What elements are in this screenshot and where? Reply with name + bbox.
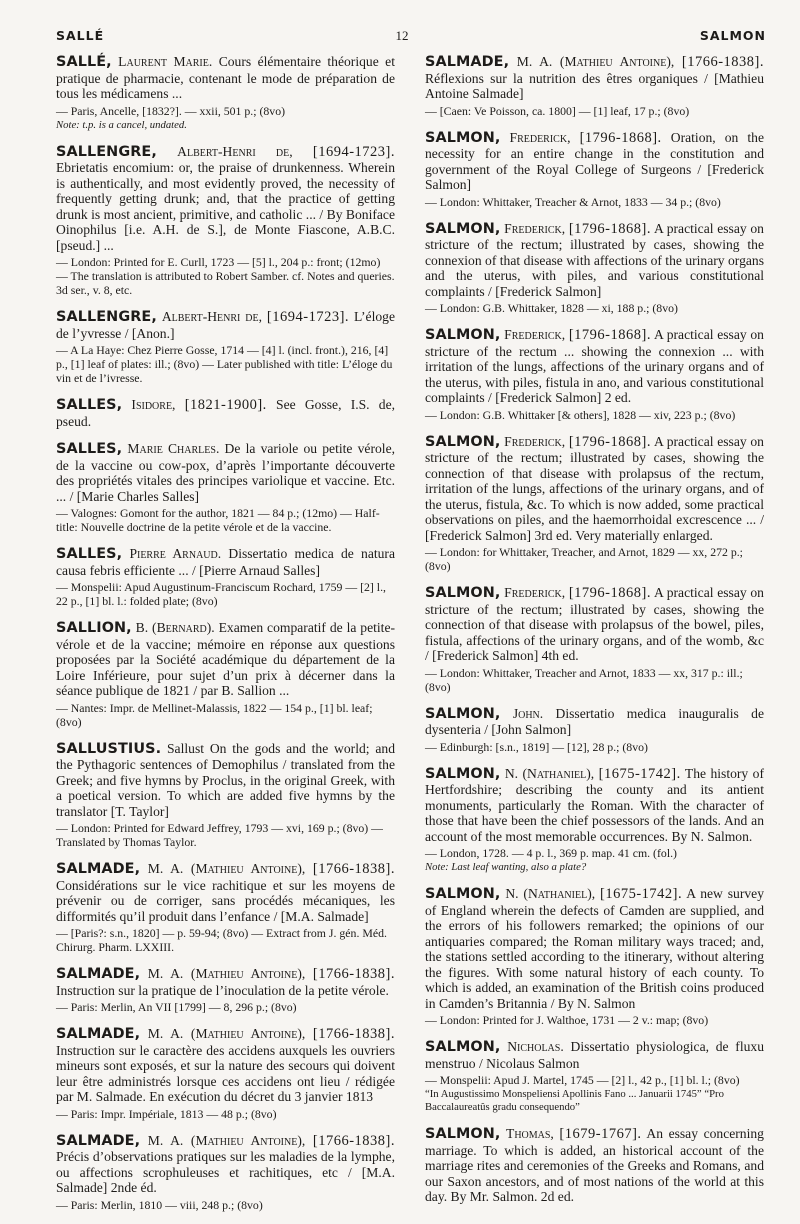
catalogue-entry [56,54,395,132]
entry-title: Instruction sur le caractère des accidens auxquels les ouvriers mineurs sont exposés, et sur la nature des secours qui doivent leur être administrés lorsque ces accidens ont lieu / rédigée par M. Salmade. En exécution du décret du 3 janvier 1813 [56,1042,395,1104]
entry-headword: SALMADE, [56,966,141,982]
entry-author-name: M. A. (Mathieu Antoine), [147,861,306,876]
entry-main [56,861,395,924]
entry-author-name: Pierre Arnaud. [129,546,222,561]
left-column [56,54,395,1224]
entry-title: L’éloge de l’yvresse / [Anon.] [56,309,395,341]
catalogue-entry [425,221,764,316]
entry-main [56,1133,395,1196]
entry-title: Examen comparatif de la petite-vérole et de la vaccine; mémoire en réponse aux questions proposées par la Société académique du département de la Loire Inférieure, pour sujet d’un prix à décerner dans la séance publique de 1821 / par B. Sallion ... [56,620,396,698]
entry-imprint: — London: Printed for Edward Jeffrey, 1793 — xvi, 169 p.; (8vo) — Translated by Thomas Taylor. [56,821,383,849]
entry-imprint: — London, 1728. — 4 p. l., 369 p. map. 41 cm. (fol.) [425,846,677,860]
catalogue-entry [56,309,395,385]
entry-imprint: — Paris: Impr. Impériale, 1813 — 48 p.; (8vo) [56,1106,277,1121]
entry-main [425,130,764,193]
entry-headword: SALMADE, [56,861,141,877]
entry-main [56,441,395,504]
entry-headword: SALMON, [425,433,501,450]
entry-main [56,620,395,699]
entry-headword: SALMADE, [425,54,510,70]
catalogue-entry [425,585,764,694]
entry-dates: [1796-1868]. [568,220,651,237]
entry-dates: [1821-1900]. [184,397,267,413]
catalogue-entry [425,1039,764,1114]
entry-author-name: M. A. (Mathieu Antoine), [516,54,675,69]
entry-dates: [1766-1838]. [312,861,396,877]
catalogue-entry [56,144,395,298]
entry-title: A new survey of England wherein the defects of Camden are supplied, and the errors of his followers remarked; the opinions of our antiquaries compared; the Roman military ways traced; and, the stations settled according to the itinerary, without altering the figures. With some natural history of each county. To which is added, an examination of the British coins produced in Camden’s Britannia / By N. Salmon [425,886,764,1011]
entry-headword: SALLENGRE, [56,143,157,160]
entry-headword: SALLES, [56,546,123,562]
entry-dates: [1796-1868]. [579,129,662,146]
entry-author-name: Frederick, [504,585,566,600]
entry-author-name: Thomas, [506,1126,554,1141]
entry-headword: SALMADE, [56,1132,141,1149]
entry-author-name: M. A. (Mathieu Antoine), [147,1132,306,1148]
entry-author-name: B. (Bernard). [135,620,215,635]
entry-imprint: — London: Whittaker, Treacher and Arnot, 1833 — xx, 317 p.: ill.; (8vo) [425,665,743,694]
entry-author-name: Isidore, [131,397,176,412]
entry-main [56,546,395,578]
entry-author-name: Frederick, [504,220,566,236]
entry-main [56,309,395,341]
entry-dates: [1679-1767]. [559,1126,642,1142]
entry-author-name: John. [512,705,544,721]
catalogue-entry [425,327,764,422]
entry-headword: SALMON, [425,705,501,722]
entry-dates: [1796-1868]. [568,585,651,601]
catalogue-entry [56,741,395,850]
entry-title: A practical essay on stricture of the rectum; illustrated by cases, showing the connexion of that disease with affections of the urinary organs and the uterus, with piles, and various constitutional complaints / [Frederick Salmon] [425,220,764,299]
entry-dates: [1796-1868]. [568,433,651,450]
entry-dates: [1694-1723]. [266,309,350,325]
catalogue-entry [56,861,395,954]
catalogue-entry [56,966,395,1014]
entry-main [56,397,395,429]
entry-imprint: — Edinburgh: [s.n., 1819] — [12], 28 p.; (8vo) [425,739,648,754]
entry-author-name: N. (Nathaniel), [504,765,595,781]
entry-imprint: — Monspelii: Apud Augustinum-Franciscum Rochard, 1759 — [2] l., 22 p., [1] bl. l.: folded plate; (8vo) [56,580,386,608]
entry-title: A practical essay on stricture of the rectum; illustrated by cases, showing the connection of that disease with prolapsus of the rectum, irritation of the lungs, affections of the urinary organs, and of the uterus, fistula, &c. To which is now added, some practical observations on piles, and the haemorrhoidal excrescence ... / [Frederick Salmon] 3rd ed. Very materially enlarged. [425,433,764,543]
entry-main [56,1026,395,1105]
catalogue-entry [425,434,764,574]
entry-title: Considérations sur le vice rachitique et sur les moyens de prévenir ou de corriger, sans procédés mécaniques, les difformités qu’il produit dans l’enfance / [M.A. Salmade] [56,877,395,924]
entry-title: The history of Hertfordshire; describing the county and its antient monuments, particularly the Roman. With the character of those that have been the chief possessors of the lands. And an account of the most memorable occurrences. By N. Salmon. [425,765,764,844]
catalogue-entry [56,1133,395,1212]
entry-main [425,766,764,845]
entry-imprint: — London: Whittaker, Treacher & Arnot, 1833 — 34 p.; (8vo) [425,194,721,209]
entry-title: Dissertatio physiologica, de fluxu menstruo / Nicolaus Salmon [425,1039,765,1071]
entry-author-name: Nicholas. [507,1039,564,1054]
entry-title: A practical essay on stricture of the rectum; illustrated by cases, showing the connection of that disease with prolapsus of the bowel, piles, fistula, affections of the urinary organs, and of the womb, &c / [Frederick Salmon] 4th ed. [425,585,764,663]
catalogue-entry [56,397,395,429]
entry-title: A practical essay on stricture of the rectum ... showing the connexion ... with irritation of the lungs, affections of the urinary organs and of the uterus, with piles, fistula in ano, and various constitutional complaints / [Frederick Salmon] 2 ed. [425,327,764,405]
entry-imprint: — Nantes: Impr. de Mellinet-Malassis, 1822 — 154 p., [1] bl. leaf; (8vo) [56,700,373,729]
entry-title: De la variole ou petite vérole, de la vaccine ou cow-pox, d’après l’importante découverte des propriétés vitales des principes variolique et vaccine. Etc. ... / [Marie Charles Salles] [56,441,395,504]
entry-imprint: — Paris: Merlin, 1810 — viii, 248 p.; (8vo) [56,1197,263,1212]
entry-dates: [1766-1838]. [312,1026,396,1042]
entry-main [425,221,764,300]
catalogue-entry [425,886,764,1027]
entry-dates: [1766-1838]. [312,1132,396,1149]
entry-headword: SALMON, [425,220,501,237]
entry-main [425,327,764,406]
running-head-right: SALMON [699,28,766,43]
catalogue-entry [56,1026,395,1121]
entry-title: Instruction sur la pratique de l’inoculation de la petite vérole. [56,982,389,998]
entry-main [425,54,764,102]
running-head-left: SALLÉ [56,28,105,43]
entry-main [425,886,764,1011]
catalogue-entry [425,706,764,754]
entry-main [56,966,395,998]
entry-main [425,1126,764,1205]
entry-main [56,741,395,820]
entry-imprint: — London: Printed for J. Walthoe, 1731 — 2 v.: map; (8vo) [425,1013,709,1027]
entry-headword: SALMON, [425,327,501,343]
entry-author-name: Laurent Marie. [118,54,213,69]
entry-author-name: M. A. (Mathieu Antoine), [147,966,306,981]
catalogue-entry [56,620,395,729]
entry-main [56,54,395,102]
entry-headword: SALMON, [425,129,501,146]
entry-imprint: — London: G.B. Whittaker [& others], 1828 — xiv, 223 p.; (8vo) [425,407,736,422]
entry-main [56,144,395,254]
right-column [425,54,764,1224]
entry-imprint: — London: Printed for E. Curll, 1723 — [5] l., 204 p.: front; (12mo) — The translation is attributed to Robert Samber. cf. Notes and queries. 3d ser., v. 8, etc. [56,255,395,297]
entry-headword: SALMON, [425,1126,501,1142]
entry-dates: [1766-1838]. [312,966,396,982]
entry-title: Oration, on the necessity for an entire change in the constitution and government of the Royal College of Surgeons / [Frederick Salmon] [425,129,765,192]
entry-headword: SALLUSTIUS. [56,740,162,757]
entry-title: Précis d’observations pratiques sur les maladies de la lymphe, ou affections scrophuleuses et rachitiques, etc / [M.A. Salmade] 2nde éd. [56,1149,395,1195]
entry-author-name: Marie Charles. [127,441,220,456]
running-head [56,28,766,44]
entry-main [425,434,764,544]
catalogue-entry [425,54,764,118]
entry-imprint: — Paris: Merlin, An VII [1799] — 8, 296 p.; (8vo) [56,1000,297,1014]
entry-title: See Gosse, I.S. de, pseud. [56,397,396,429]
entry-author-name: Albert-Henri de, [161,309,263,324]
entry-note: Note: Last leaf wanting, also a plate? [425,861,587,873]
entry-headword: SALMON, [425,1039,501,1055]
entry-imprint: — A La Haye: Chez Pierre Gosse, 1714 — [4] l. (incl. front.), 216, [4] p., [1] leaf of plates: ill.; (8vo) — Later published with title: L’éloge du vin et de l’ivresse. [56,343,393,385]
entry-note-quote: “In Augustissimo Monspeliensi Apollinis Fano ... Januarii 1745” “Pro Baccalaureatûs gradu consequendo” [425,1088,724,1113]
entry-imprint: — [Paris?: s.n., 1820] — p. 59-94; (8vo) — Extract from J. gén. Méd. Chirurg. Pharm. LXXIII. [56,926,387,954]
entry-dates: [1675-1742]. [600,886,683,902]
entry-author-name: Frederick, [504,433,566,449]
entry-main [425,706,764,738]
entry-dates: [1796-1868]. [568,327,651,343]
entry-dates: [1675-1742]. [598,765,681,782]
entry-note: Note: t.p. is a cancel, undated. [56,118,187,131]
entry-headword: SALLION, [56,620,132,636]
catalogue-entry [56,546,395,608]
entry-headword: SALMADE, [56,1026,141,1042]
entry-author-name: N. (Nathaniel), [505,886,596,901]
entry-imprint: — Paris, Ancelle, [1832?]. — xxii, 501 p.; (8vo) [56,103,286,118]
entry-headword: SALLÉ, [56,54,112,70]
catalogue-entry [425,766,764,875]
entry-imprint: — Valognes: Gomont for the author, 1821 — 84 p.; (12mo) — Half-title: Nouvelle doctrine de la petite vérole et de la vaccine. [56,506,380,534]
entry-headword: SALLES, [56,397,123,413]
entry-title: Dissertatio medica inauguralis de dysenteria / [John Salmon] [425,705,765,737]
entry-main [425,585,764,664]
catalogue-entry [425,1126,764,1205]
entry-main [425,1039,764,1071]
entry-author-name: Albert-Henri de, [177,143,293,159]
entry-headword: SALMON, [425,585,501,601]
entry-headword: SALMON, [425,765,501,782]
entry-title: Réflexions sur la nutrition des êtres organiques / [Mathieu Antoine Salmade] [425,70,764,101]
entry-imprint: — [Caen: Ve Poisson, ca. 1800] — [1] leaf, 17 p.; (8vo) [425,103,690,118]
entry-author-name: Frederick, [509,129,571,145]
columns [56,54,766,1224]
entry-dates: [1766-1838]. [681,54,765,70]
entry-imprint: — London: for Whittaker, Treacher, and Arnot, 1829 — xx, 272 p.; (8vo) [425,545,743,573]
entry-dates: [1694-1723]. [312,143,396,160]
entry-headword: SALMON, [425,886,501,902]
entry-headword: SALLENGRE, [56,309,157,325]
entry-title: An essay concerning marriage. To which is added, an historical account of the marriage rites and ceremonies of the Greeks and Romans, and our Saxon ancestors, and of most nations of the world at this day. By Mr. Salmon. 2d ed. [425,1126,764,1204]
entry-title: Ebrietatis encomium: or, the praise of drunkenness. Wherein is authentically, and most evidently proved, the necessity of frequently getting drunk; and, that the practice of getting drunk is most ancient, primitive, and catholic ... / By Boniface Oinophilus [i.e. A.H. de S.], de Monte Fiascone, A.B.C. [pseud.] ... [56,160,395,253]
entry-headword: SALLES, [56,441,123,457]
page-number: 12 [395,28,409,43]
catalogue-entry [425,130,764,209]
catalogue-entry [56,441,395,534]
entry-imprint: — London: G.B. Whittaker, 1828 — xi, 188 p.; (8vo) [425,301,678,315]
entry-title: Cours élémentaire théorique et pratique de pharmacie, contenant le mode de préparation de tous les médicamens ... [56,54,395,101]
entry-title: Sallust On the gods and the world; and the Pythagoric sentences of Demophilus / translated from the Greek; and five hymns by Proclus, in the original Greek, with a poetical version. To which are added five hymns by the translator [T. Taylor] [56,740,395,819]
entry-title: Dissertatio medica de natura causa febris efficiente ... / [Pierre Arnaud Salles] [56,546,395,578]
entry-author-name: M. A. (Mathieu Antoine), [147,1026,306,1041]
entry-author-name: Frederick, [504,327,566,342]
entry-imprint: — Monspelii: Apud J. Martel, 1745 — [2] l., 42 p., [1] bl. l.; (8vo) [425,1073,740,1087]
